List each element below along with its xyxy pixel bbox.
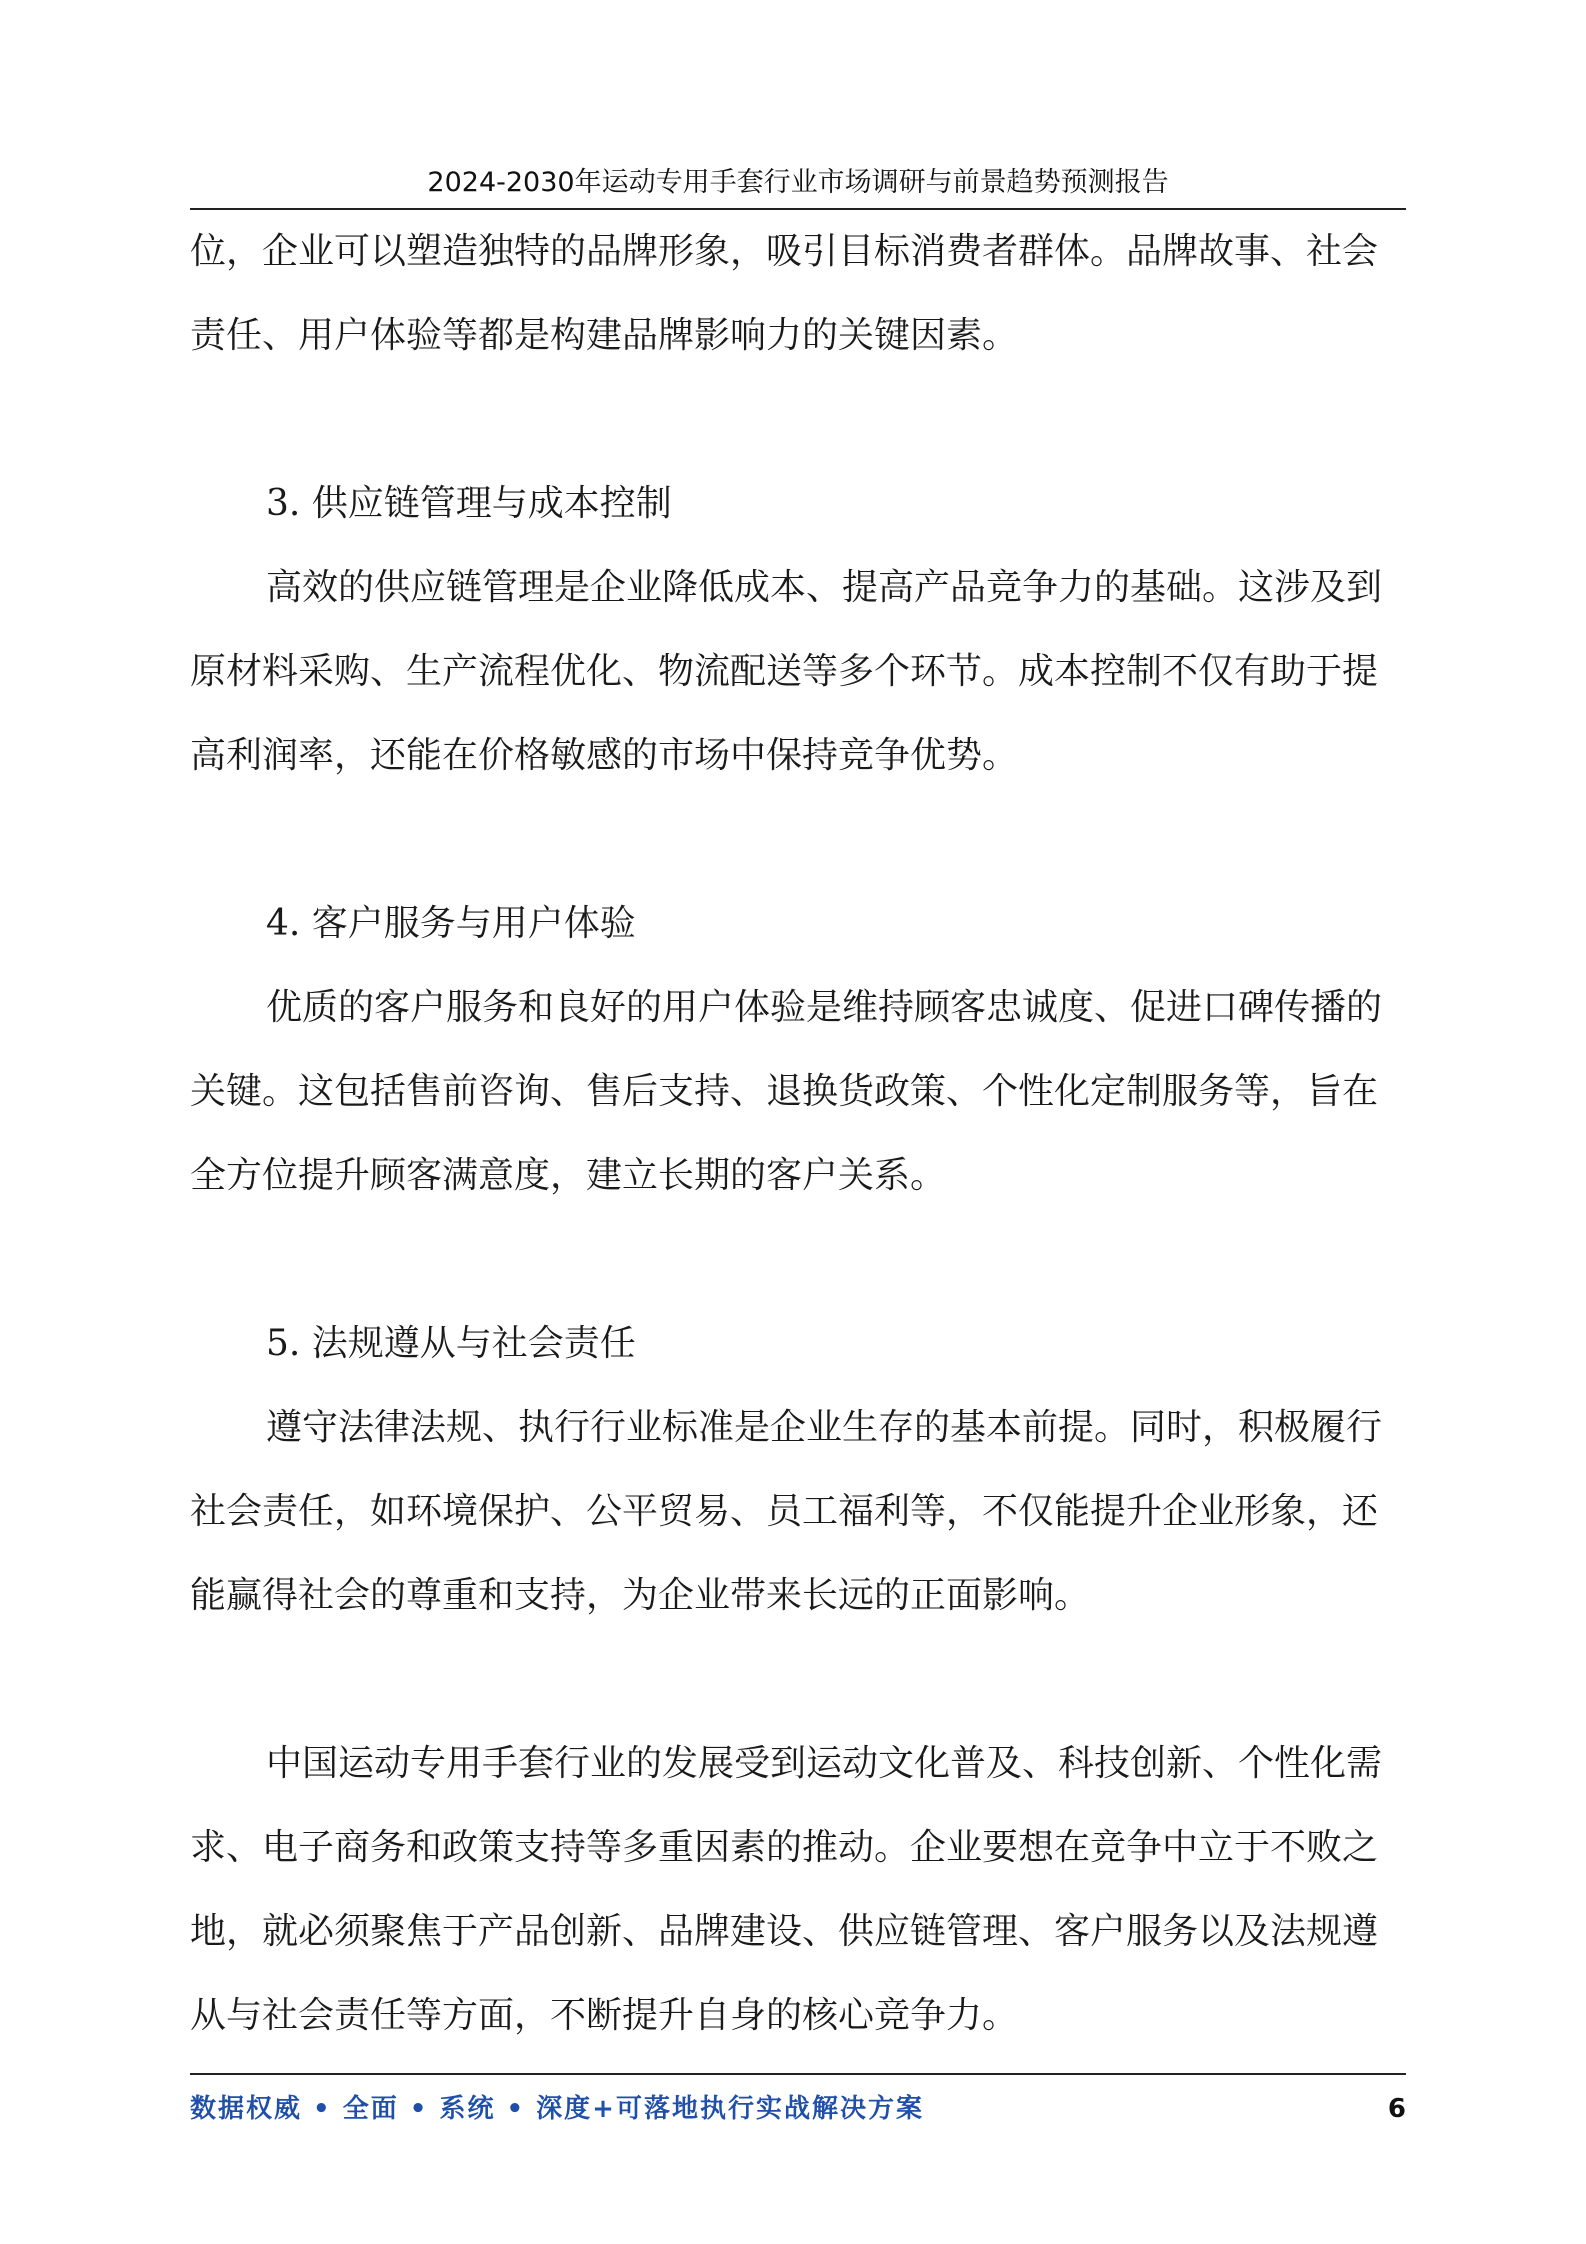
section-body-3: 高效的供应链管理是企业降低成本、提高产品竞争力的基础。这涉及到原材料采购、生产流程优化、物流配送等多个环节。成本控制不仅有助于提高利润率，还能在价格敏感的市场中保持竞争优势。 [190, 567, 1383, 776]
conclusion-paragraph: 中国运动专用手套行业的发展受到运动文化普及、科技创新、个性化需求、电子商务和政策支持等多重因素的推动。企业要想在竞争中立于不败之地，就必须聚焦于产品创新、品牌建设、供应链管理、客户服务以及法规遵从与社会责任等方面，不断提升自身的核心竞争力。 [190, 1743, 1383, 2036]
paragraph-continued: 位，企业可以塑造独特的品牌形象，吸引目标消费者群体。品牌故事、社会责任、用户体验等都是构建品牌影响力的关键因素。 [190, 231, 1379, 356]
section-heading-3: 3. 供应链管理与成本控制 [266, 483, 672, 524]
footer-divider [190, 2073, 1406, 2075]
page-number: 6 [1387, 2094, 1406, 2124]
section-heading-4: 4. 客户服务与用户体验 [266, 903, 636, 944]
footer-slogan: 数据权威 • 全面 • 系统 • 深度+可落地执行实战解决方案 [190, 2094, 924, 2124]
section-body-5: 遵守法律法规、执行行业标准是企业生存的基本前提。同时，积极履行社会责任，如环境保护、公平贸易、员工福利等，不仅能提升企业形象，还能赢得社会的尊重和支持，为企业带来长远的正面影响。 [190, 1407, 1383, 1616]
report-title: 2024-2030年运动专用手套行业市场调研与前景趋势预测报告 [427, 167, 1169, 198]
section-heading-5: 5. 法规遵从与社会责任 [266, 1323, 636, 1364]
section-body-4: 优质的客户服务和良好的用户体验是维持顾客忠诚度、促进口碑传播的关键。这包括售前咨询、售后支持、退换货政策、个性化定制服务等，旨在全方位提升顾客满意度，建立长期的客户关系。 [190, 987, 1383, 1196]
